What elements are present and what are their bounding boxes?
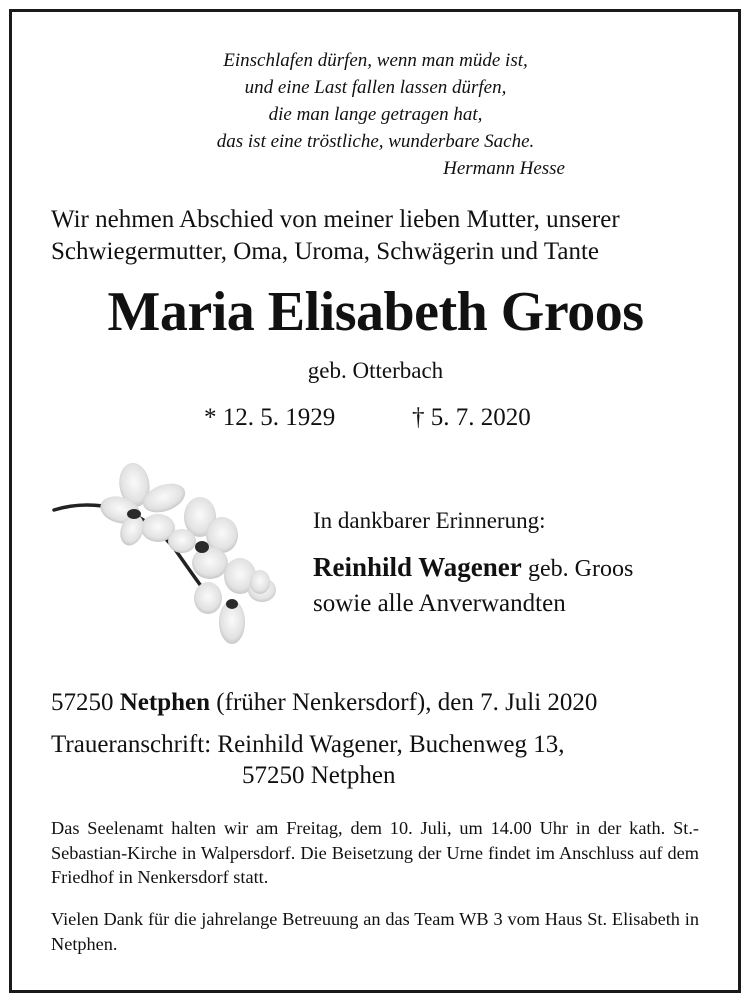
thanks-text: Vielen Dank für die jahrelange Betreuung an das Team WB 3 vom Haus St. Elisabeth in Netphen. — [51, 909, 699, 954]
mourning-address-city: 57250 Netphen — [242, 762, 396, 789]
relatives-text: sowie alle Anverwandten — [313, 590, 566, 617]
maiden-name: geb. Otterbach — [307, 358, 444, 383]
city-name: Netphen — [119, 689, 211, 716]
mourner-line — [313, 551, 633, 585]
quote-line: und eine Last fallen lassen dürfen, — [244, 77, 507, 98]
mourner-name: Reinhild Wagener — [313, 552, 522, 582]
orchid-branch-icon — [50, 452, 280, 662]
service-info: Das Seelenamt halten wir am Freitag, dem 10. Juli, um 14.00 Uhr in der kath. St.-Sebastian-Kirche in Walpersdorf. Die Beisetzung der Urne findet im Anschluss auf dem Friedhof in Nenkersdorf statt. — [51, 818, 699, 887]
quote-line: die man lange getragen hat, — [268, 104, 483, 125]
intro-line: Wir nehmen Abschied von meiner lieben Mutter, unserer — [51, 206, 620, 233]
death-date: † 5. 7. 2020 — [412, 404, 531, 431]
quote-author: Hermann Hesse — [443, 158, 565, 179]
postal-code: 57250 — [51, 689, 114, 716]
quote-line: Einschlafen dürfen, wenn man müde ist, — [223, 50, 528, 71]
memory-heading: In dankbarer Erinnerung: — [313, 508, 546, 533]
intro-line: Schwiegermutter, Oma, Uroma, Schwägerin und Tante — [51, 238, 600, 265]
mourner-maiden-name: geb. Groos — [528, 556, 634, 582]
birth-date: * 12. 5. 1929 — [204, 404, 336, 431]
mourning-address: Traueranschrift: Reinhild Wagener, Buchenweg 13, — [51, 731, 565, 758]
place-date-line — [51, 687, 597, 719]
poem-quote — [0, 47, 751, 155]
intro-text — [51, 204, 620, 268]
deceased-name: Maria Elisabeth Groos — [107, 281, 644, 343]
quote-line: das ist eine tröstliche, wunderbare Sache. — [216, 131, 535, 152]
place-date-rest: (früher Nenkersdorf), den 7. Juli 2020 — [216, 689, 598, 716]
